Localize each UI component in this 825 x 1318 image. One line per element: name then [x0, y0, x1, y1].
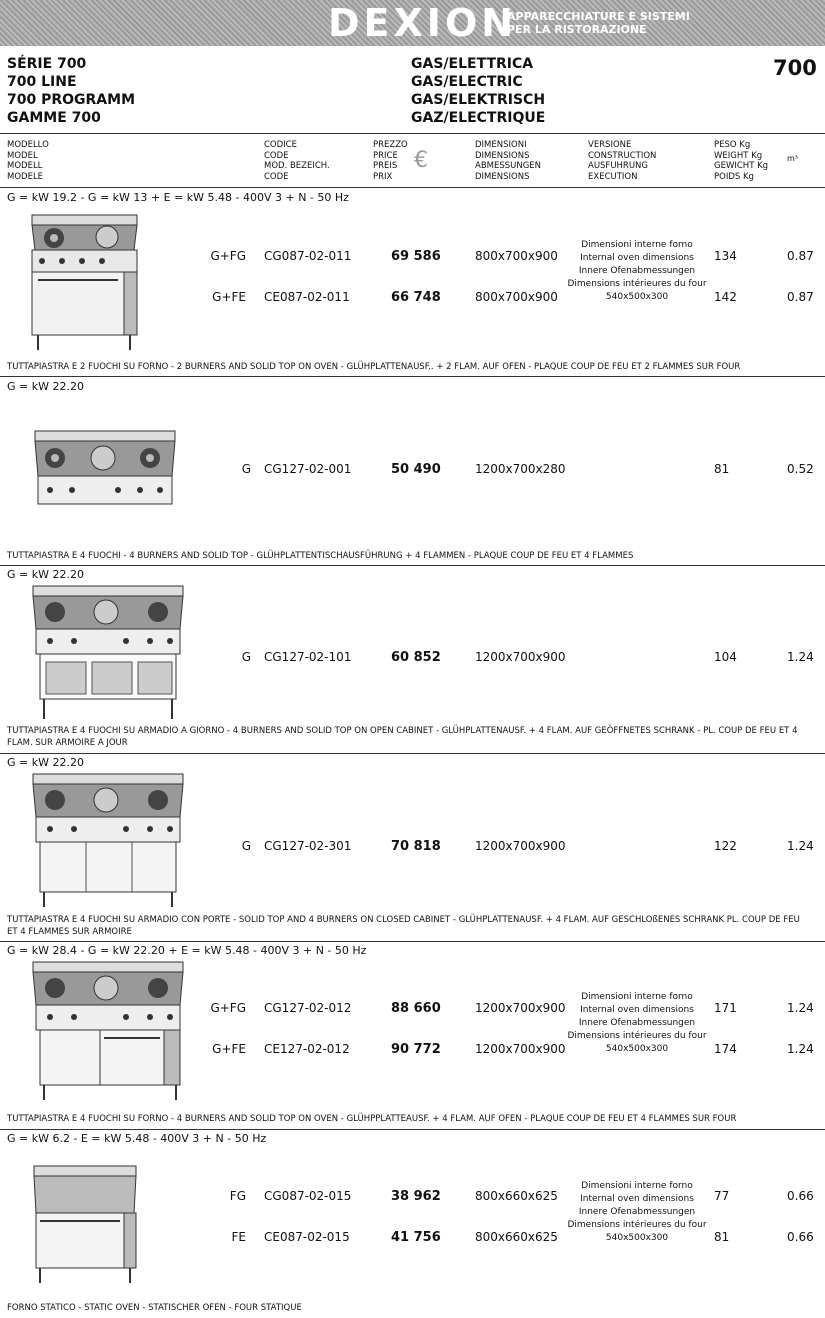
product-volume: 0.87: [787, 290, 814, 304]
note-line: Innere Ofenabmessungen: [578, 1207, 696, 1217]
note-line: Internal oven dimensions: [580, 1194, 694, 1204]
col-version-header: [588, 140, 656, 182]
col-model-header: [7, 140, 49, 182]
product-volume: 1.24: [787, 1001, 814, 1015]
product-price: 50 490: [391, 462, 441, 477]
col-label: CONSTRUCTION: [588, 150, 657, 161]
series-title: [7, 55, 135, 127]
divider: [0, 187, 825, 188]
product-code: CG127-02-101: [264, 650, 352, 664]
supply-spec: G = kW 22.20: [7, 756, 84, 769]
col-label: PREZZO: [373, 140, 408, 150]
product-description: TUTTAPIASTRA E 4 FUOCHI SU ARMADIO A GIORNO - 4 BURNERS AND SOLID TOP ON OPEN CABINET - GLÜHPLATTENAUSF. + 4 FLAM. AUF GEÖFFNETES SCHRANK - PL. COUP DE FEU ET 4 FLAM. SUR ARMOIRE A JOUR: [7, 726, 798, 748]
col-label: DIMENSIONS: [475, 171, 530, 182]
model-type: G+FG: [210, 1001, 246, 1015]
series-en: 700 LINE: [7, 74, 77, 90]
col-label: DIMENSIONI: [475, 140, 527, 150]
product-description: TUTTAPIASTRA E 2 FUOCHI SU FORNO - 2 BURNERS AND SOLID TOP ON OVEN - GLÜHPLATTENAUSF.. + 2 FLAM. AUF OFEN - PLAQUE COUP DE FEU ET 2 FLAMMES SUR FOUR: [7, 362, 741, 372]
col-price-header: [373, 140, 408, 182]
divider: [0, 376, 825, 377]
note-line: Dimensions intérieures du four: [567, 1031, 707, 1041]
note-line: Dimensioni interne forno: [581, 992, 693, 1002]
supply-spec: G = kW 28.4 - G = kW 22.20 + E = kW 5.48 - 400V 3 + N - 50 Hz: [7, 944, 367, 957]
series-code: 700: [773, 56, 817, 80]
product-code: CG127-02-012: [264, 1001, 352, 1015]
col-label: DIMENSIONS: [475, 150, 530, 161]
model-type: FE: [231, 1230, 246, 1244]
note-line: Dimensions intérieures du four: [567, 279, 707, 289]
note-line: Dimensioni interne forno: [581, 240, 693, 250]
product-volume: 0.87: [787, 249, 814, 263]
product-dimensions: 1200x700x900: [475, 1001, 566, 1015]
product-description: TUTTAPIASTRA E 4 FUOCHI SU ARMADIO CON PORTE - SOLID TOP AND 4 BURNERS ON CLOSED CABINET - GLÜHPLATTENAUSF. + 4 FLAM. AUF GESCHLOßENES SCHRANK PL. COUP DE FEU ET 4 FLAMMES SUR ARMOIRE: [7, 915, 800, 937]
note-line: Internal oven dimensions: [580, 1005, 694, 1015]
product-weight: 171: [714, 1001, 737, 1015]
product-code: CE087-02-015: [264, 1230, 350, 1244]
col-label: WEIGHT Kg: [714, 150, 763, 161]
col-code-header: [264, 140, 330, 182]
col-volume-header: m³: [787, 154, 798, 163]
product-code: CG087-02-011: [264, 249, 352, 263]
product-dimensions: 1200x700x900: [475, 1042, 566, 1056]
countertop-4-burners-image: [30, 428, 180, 513]
oven-dimensions-note: [562, 239, 712, 304]
product-weight: 134: [714, 249, 737, 263]
col-label: PRIX: [373, 171, 393, 182]
col-label: PESO Kg: [714, 140, 751, 150]
divider: [0, 941, 825, 942]
product-price: 90 772: [391, 1042, 441, 1057]
product-weight: 174: [714, 1042, 737, 1056]
col-label: CODICE: [264, 140, 297, 150]
col-weight-header: [714, 140, 768, 182]
type-de: GAS/ELEKTRISCH: [411, 92, 546, 108]
product-price: 69 586: [391, 249, 441, 264]
col-label: POIDS Kg: [714, 171, 754, 182]
product-dimensions: 1200x700x280: [475, 462, 566, 476]
range-oven-4-burners-image: [28, 960, 188, 1105]
product-dimensions: 1200x700x900: [475, 839, 566, 853]
range-closed-cabinet-image: [28, 772, 188, 912]
oven-dimensions-note: [562, 1180, 712, 1245]
product-code: CE127-02-012: [264, 1042, 350, 1056]
col-label: MODELE: [7, 171, 44, 182]
product-volume: 1.24: [787, 650, 814, 664]
product-weight: 81: [714, 462, 730, 476]
type-it: GAS/ELETTRICA: [411, 56, 534, 72]
note-line: Dimensioni interne forno: [581, 1181, 693, 1191]
product-weight: 77: [714, 1189, 730, 1203]
product-volume: 1.24: [787, 839, 814, 853]
model-type: G: [241, 650, 251, 664]
col-label: CODE: [264, 150, 289, 161]
model-type: G+FE: [212, 290, 246, 304]
product-price: 41 756: [391, 1230, 441, 1245]
product-dimensions: 800x660x625: [475, 1189, 558, 1203]
supply-spec: G = kW 6.2 - E = kW 5.48 - 400V 3 + N - 50 Hz: [7, 1132, 267, 1145]
model-type: G+FE: [212, 1042, 246, 1056]
col-label: ABMESSUNGEN: [475, 161, 542, 171]
divider: [0, 565, 825, 566]
supply-spec: G = kW 22.20: [7, 568, 84, 581]
product-weight: 122: [714, 839, 737, 853]
range-oven-2-burners-image: [22, 210, 142, 355]
col-dims-header: [475, 140, 541, 182]
product-code: CG087-02-015: [264, 1189, 352, 1203]
brand-logo: DEXION: [328, 1, 518, 45]
product-dimensions: 800x700x900: [475, 290, 558, 304]
product-weight: 142: [714, 290, 737, 304]
model-type: G: [241, 462, 251, 476]
product-description: FORNO STATICO - STATIC OVEN - STATISCHER OFEN - FOUR STATIQUE: [7, 1303, 302, 1313]
model-type: FG: [229, 1189, 246, 1203]
col-label: VERSIONE: [588, 140, 632, 150]
note-line: 540x500x300: [605, 292, 669, 302]
col-label: PRICE: [373, 150, 398, 161]
product-code: CE087-02-011: [264, 290, 350, 304]
col-label: CODE: [264, 171, 289, 182]
product-code: CG127-02-301: [264, 839, 352, 853]
product-volume: 0.52: [787, 462, 814, 476]
product-volume: 0.66: [787, 1189, 814, 1203]
type-title: [411, 55, 545, 127]
type-fr: GAZ/ELECTRIQUE: [411, 110, 546, 126]
product-dimensions: 800x700x900: [475, 249, 558, 263]
product-description: TUTTAPIASTRA E 4 FUOCHI - 4 BURNERS AND SOLID TOP - GLÜHPLATTENTISCHAUSFÜHRUNG + 4 FLAMMEN - PLAQUE COUP DE FEU ET 4 FLAMMES: [7, 551, 634, 561]
type-en: GAS/ELECTRIC: [411, 74, 523, 90]
note-line: Internal oven dimensions: [580, 253, 694, 263]
product-dimensions: 1200x700x900: [475, 650, 566, 664]
series-de: 700 PROGRAMM: [7, 92, 136, 108]
col-label: AUSFUHRUNG: [588, 161, 649, 171]
col-label: MODELL: [7, 161, 43, 171]
divider: [0, 1129, 825, 1130]
col-label: MODEL: [7, 150, 38, 161]
euro-icon: €: [414, 148, 428, 173]
col-label: MOD. BEZEICH.: [264, 161, 330, 171]
product-dimensions: 800x660x625: [475, 1230, 558, 1244]
product-price: 66 748: [391, 290, 441, 305]
divider: [0, 753, 825, 754]
note-line: Dimensions intérieures du four: [567, 1220, 707, 1230]
series-fr: GAMME 700: [7, 110, 101, 126]
product-price: 70 818: [391, 839, 441, 854]
brand-banner: [0, 0, 825, 46]
supply-spec: G = kW 19.2 - G = kW 13 + E = kW 5.48 - 400V 3 + N - 50 Hz: [7, 191, 349, 204]
product-volume: 1.24: [787, 1042, 814, 1056]
col-label: PREIS: [373, 161, 398, 171]
col-label: EXECUTION: [588, 171, 638, 182]
product-code: CG127-02-001: [264, 462, 352, 476]
col-label: MODELLO: [7, 140, 49, 150]
supply-spec: G = kW 22.20: [7, 380, 84, 393]
product-description: TUTTAPIASTRA E 4 FUOCHI SU FORNO - 4 BURNERS AND SOLID TOP ON OVEN - GLÜHPPLATTEAUSF. + 4 FLAM. AUF OFEN - PLAQUE COUP DE FEU ET 4 FLAMMES SUR FOUR: [7, 1114, 737, 1124]
brand-tagline: [507, 10, 690, 36]
static-oven-image: [26, 1163, 146, 1288]
range-open-cabinet-image: [28, 584, 188, 724]
note-line: Innere Ofenabmessungen: [578, 1018, 696, 1028]
model-type: G+FG: [210, 249, 246, 263]
product-price: 38 962: [391, 1189, 441, 1204]
product-price: 60 852: [391, 650, 441, 665]
product-weight: 81: [714, 1230, 730, 1244]
tagline-line-2: PER LA RISTORAZIONE: [507, 23, 647, 36]
col-label: GEWICHT Kg: [714, 161, 769, 171]
oven-dimensions-note: [562, 991, 712, 1056]
series-it: SÉRIE 700: [7, 56, 87, 72]
product-weight: 104: [714, 650, 737, 664]
product-price: 88 660: [391, 1001, 441, 1016]
divider: [0, 133, 825, 134]
note-line: 540x500x300: [605, 1233, 669, 1243]
product-volume: 0.66: [787, 1230, 814, 1244]
model-type: G: [241, 839, 251, 853]
tagline-line-1: APPARECCHIATURE E SISTEMI: [507, 10, 690, 23]
note-line: Innere Ofenabmessungen: [578, 266, 696, 276]
note-line: 540x500x300: [605, 1044, 669, 1054]
